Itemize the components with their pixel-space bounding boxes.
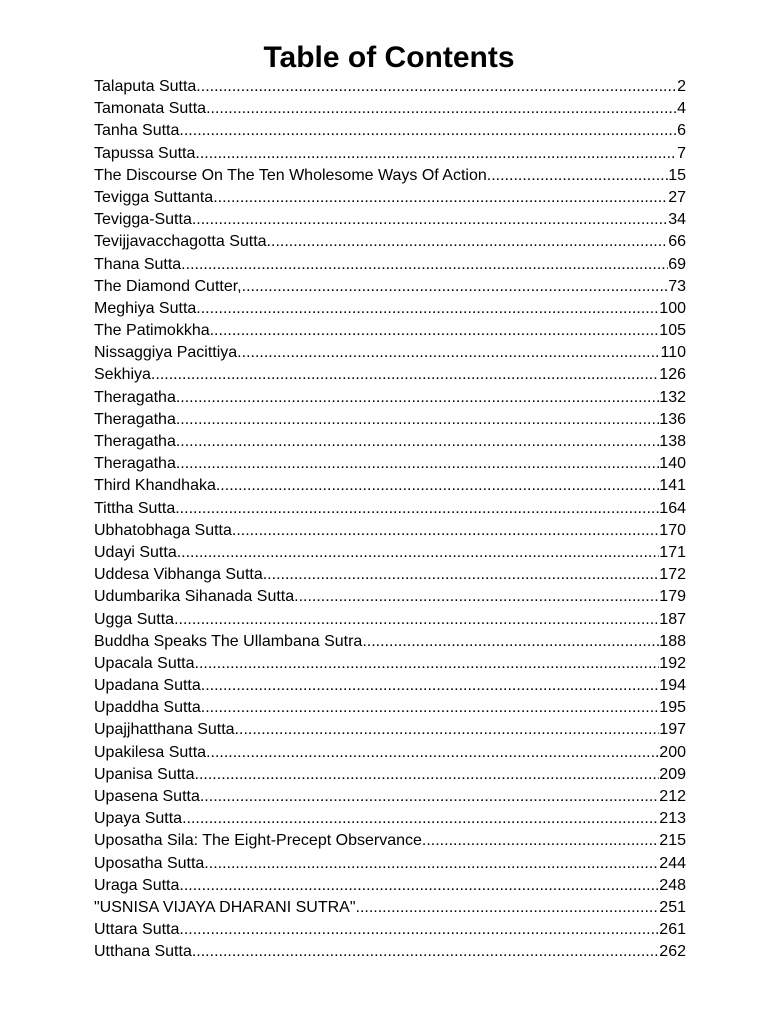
toc-page-number: 73: [668, 277, 686, 295]
toc-page-number: 15: [668, 166, 686, 184]
toc-entry: [94, 276, 686, 298]
dot-leader: [179, 919, 659, 941]
toc-entry-title: Udayi Sutta: [94, 543, 177, 561]
toc-page-number: 213: [659, 810, 686, 828]
dot-leader: [151, 364, 659, 386]
toc-page-number: 110: [660, 344, 686, 362]
toc-entry-title: Theragatha: [94, 410, 176, 428]
toc-page-number: 262: [659, 943, 686, 961]
toc-entry: [94, 875, 686, 897]
dot-leader: [294, 586, 659, 608]
toc-entry-title: Ugga Sutta: [94, 610, 175, 628]
toc-entry: [94, 76, 686, 98]
toc-entry-title: Upakilesa Sutta: [94, 743, 207, 761]
toc-page-number: 200: [659, 743, 686, 761]
toc-page-number: 141: [659, 477, 686, 495]
dot-leader: [179, 120, 677, 142]
toc-entry-title: Udumbarika Sihanada Sutta: [94, 588, 295, 606]
dot-leader: [182, 808, 659, 830]
toc-page-number: 100: [659, 299, 686, 317]
toc-entry-title: The Diamond Cutter,: [94, 277, 242, 295]
toc-entry: [94, 98, 686, 120]
toc-page-number: 261: [659, 921, 686, 939]
toc-entry-title: Upaya Sutta: [94, 810, 183, 828]
toc-page-number: 172: [659, 566, 686, 584]
toc-entry-title: Uttara Sutta: [94, 921, 180, 939]
toc-entry-title: Talaputa Sutta: [94, 78, 197, 95]
dot-leader: [177, 542, 660, 564]
toc-entry-title: Tapussa Sutta: [94, 144, 196, 162]
toc-entry-title: Theragatha: [94, 388, 176, 406]
toc-page-number: 195: [659, 699, 686, 717]
toc-entry: [94, 254, 686, 276]
dot-leader: [204, 853, 659, 875]
toc-page-number: 140: [659, 455, 686, 473]
toc-page-number: 27: [668, 188, 686, 206]
dot-leader: [174, 609, 659, 631]
toc-page-number: 66: [668, 233, 686, 251]
toc-entry: [94, 808, 686, 830]
dot-leader: [206, 98, 677, 120]
dot-leader: [195, 764, 660, 786]
dot-leader: [196, 298, 659, 320]
toc-entry-title: Upanisa Sutta: [94, 765, 195, 783]
toc-entry: [94, 542, 686, 564]
toc-entry: [94, 609, 686, 631]
toc-entry-title: Upaddha Sutta: [94, 699, 201, 717]
toc-entry-title: Uddesa Vibhanga Sutta: [94, 566, 263, 584]
toc-page-number: 170: [659, 521, 686, 539]
toc-entry-title: Third Khandhaka: [94, 477, 216, 495]
toc-entry: [94, 298, 686, 320]
dot-leader: [176, 387, 659, 409]
dot-leader: [422, 830, 659, 852]
toc-entry-title: Tanha Sutta: [94, 122, 180, 140]
page-title: Table of Contents: [263, 41, 515, 74]
toc-entry: [94, 120, 686, 142]
toc-entry-title: Upajjhatthana Sutta: [94, 721, 235, 739]
toc-entry-title: Nissaggiya Pacittiya: [94, 344, 238, 362]
toc-entry: [94, 564, 686, 586]
toc-entry-title: Tevigga Suttanta: [94, 188, 214, 206]
toc-page-number: 4: [677, 100, 686, 118]
dot-leader: [235, 719, 660, 741]
dot-leader: [200, 786, 659, 808]
toc-entry: [94, 187, 686, 209]
toc-entry-title: The Patimokkha: [94, 322, 210, 340]
dot-leader: [192, 209, 668, 231]
toc-page-number: 171: [659, 543, 686, 561]
toc-entry: [94, 342, 686, 364]
toc-entry-title: The Discourse On The Ten Wholesome Ways Of Action: [94, 166, 487, 184]
dot-leader: [176, 431, 659, 453]
toc-page-number: 34: [668, 211, 686, 229]
toc-entry-title: Upadana Sutta: [94, 677, 201, 695]
dot-leader: [201, 675, 660, 697]
toc-entry: [94, 143, 686, 165]
toc-page-number: 188: [659, 632, 686, 650]
toc-page-number: 251: [659, 898, 686, 916]
toc-page-number: 2: [677, 78, 686, 95]
toc-entry: [94, 453, 686, 475]
dot-leader: [487, 165, 668, 187]
toc-entry-title: Tittha Sutta: [94, 499, 176, 517]
toc-page-number: 69: [668, 255, 686, 273]
dot-leader: [206, 742, 659, 764]
dot-leader: [362, 631, 659, 653]
toc-entry-title: Tevijjavacchagotta Sutta: [94, 233, 267, 251]
dot-leader: [176, 409, 659, 431]
toc-entry: [94, 764, 686, 786]
toc-entry-title: Upasena Sutta: [94, 788, 200, 805]
toc-entry: [94, 719, 686, 741]
toc-entry: [94, 320, 686, 342]
toc-entry: [94, 431, 686, 453]
toc-entry-title: Upacala Sutta: [94, 654, 195, 672]
toc-entry-title: Utthana Sutta: [94, 943, 192, 961]
toc-page-number: 138: [659, 433, 686, 450]
toc-entry-title: Ubhatobhaga Sutta: [94, 521, 232, 539]
dot-leader: [237, 342, 660, 364]
toc-entry-title: Sekhiya: [94, 366, 151, 384]
toc-entry-title: "USNISA VIJAYA DHARANI SUTRA": [94, 898, 356, 916]
dot-leader: [216, 475, 659, 497]
dot-leader: [242, 276, 669, 298]
dot-leader: [176, 453, 659, 475]
toc-entry-title: Uposatha Sila: The Eight-Precept Observance: [94, 832, 422, 850]
toc-entry: [94, 897, 686, 919]
toc-entry-title: Meghiya Sutta: [94, 299, 197, 317]
toc-entry: [94, 209, 686, 231]
toc-entry-title: Tevigga-Sutta: [94, 211, 192, 229]
toc-entry: [94, 631, 686, 653]
dot-leader: [179, 875, 659, 897]
dot-leader: [232, 520, 659, 542]
toc-entry: [94, 409, 686, 431]
toc-entry: [94, 498, 686, 520]
dot-leader: [175, 498, 659, 520]
toc-page-number: 212: [659, 788, 686, 805]
toc-entry-title: Theragatha: [94, 433, 176, 450]
toc-page-number: 244: [659, 854, 686, 872]
toc-page-number: 209: [659, 765, 686, 783]
toc-entry: [94, 364, 686, 386]
toc-page-number: 105: [659, 322, 686, 340]
dot-leader: [195, 653, 660, 675]
toc-page-number: 164: [659, 499, 686, 517]
toc-page-number: 132: [659, 388, 686, 406]
toc-entry: [94, 941, 686, 963]
dot-leader: [267, 231, 669, 253]
toc-entry: [94, 675, 686, 697]
dot-leader: [181, 254, 668, 276]
table-of-contents-list: [94, 76, 686, 964]
toc-entry: [94, 520, 686, 542]
dot-leader: [213, 187, 668, 209]
toc-entry: [94, 919, 686, 941]
toc-entry: [94, 387, 686, 409]
toc-entry: [94, 231, 686, 253]
toc-entry-title: Buddha Speaks The Ullambana Sutra: [94, 632, 363, 650]
toc-entry: [94, 853, 686, 875]
toc-page-number: 187: [659, 610, 686, 628]
toc-entry-title: Tamonata Sutta: [94, 100, 207, 118]
toc-page-number: 248: [659, 876, 686, 894]
toc-entry: [94, 165, 686, 187]
dot-leader: [196, 76, 677, 98]
toc-page-number: 136: [659, 410, 686, 428]
toc-page-number: 215: [659, 832, 686, 850]
toc-entry: [94, 586, 686, 608]
dot-leader: [192, 941, 659, 963]
toc-page-number: 7: [677, 144, 686, 162]
dot-leader: [356, 897, 660, 919]
dot-leader: [210, 320, 660, 342]
toc-entry: [94, 830, 686, 852]
toc-page-number: 179: [659, 588, 686, 606]
toc-entry-title: Thana Sutta: [94, 255, 182, 273]
toc-entry-title: Uraga Sutta: [94, 876, 180, 894]
toc-entry: [94, 786, 686, 808]
toc-page-number: 192: [659, 654, 686, 672]
toc-entry: [94, 475, 686, 497]
toc-entry-title: Uposatha Sutta: [94, 854, 205, 872]
toc-page-number: 6: [677, 122, 686, 140]
toc-entry: [94, 742, 686, 764]
toc-entry: [94, 697, 686, 719]
toc-entry-title: Theragatha: [94, 455, 176, 473]
toc-page-number: 194: [659, 677, 686, 695]
dot-leader: [195, 143, 677, 165]
toc-page-number: 197: [659, 721, 686, 739]
dot-leader: [263, 564, 660, 586]
toc-page-number: 126: [659, 366, 686, 384]
toc-entry: [94, 653, 686, 675]
dot-leader: [201, 697, 660, 719]
